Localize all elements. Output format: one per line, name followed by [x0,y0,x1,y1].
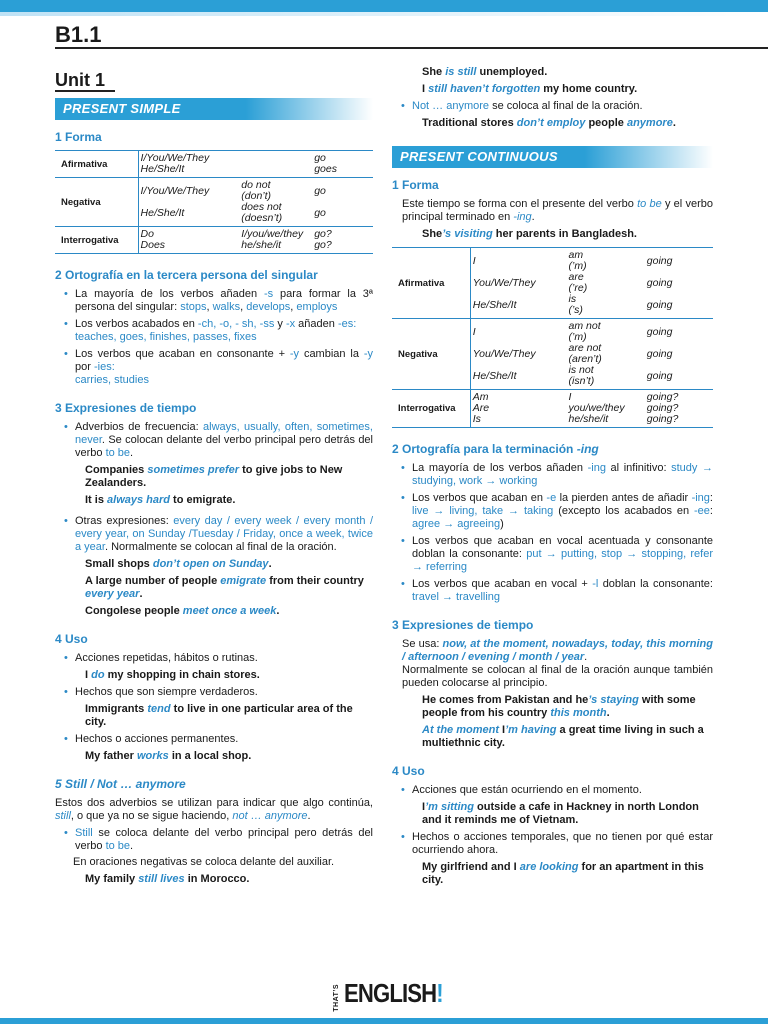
example-sentence: A large number of people emigrate from their country every year. [85,575,364,600]
paragraph: En oraciones negativas se coloca delante del auxiliar. [73,856,335,868]
table-cell: go go [314,184,326,219]
list-item: • Acciones repetidas, hábitos o rutinas. [75,652,373,665]
present-continuous-table [392,247,713,428]
still-heading: 5 Still / Not … anymore [55,777,186,791]
table-cell: I/You/We/They He/She/It [140,152,210,175]
list-item: • Hechos o acciones temporales, que no tienen por qué estar ocurriendo ahora. [412,831,713,857]
table-cell: Am Are Is [472,391,490,425]
table-cell: I/You/We/They He/She/It [140,184,210,219]
thats-english-logo: THAT’S ENGLISH! [333,978,443,1012]
table-cell [239,151,312,178]
example-sentence: I do my shopping in chain stores. [85,669,260,681]
expresiones-heading: 3 Expresiones de tiempo [55,401,197,415]
list-item: • Los verbos que acaban en vocal + -l doblan la consonante: travel → travelling [412,578,713,604]
table-cell: go? go? [314,228,332,251]
example-sentence: It is always hard to emigrate. [85,494,236,506]
table-cell: going going going [646,254,673,311]
present-simple-banner: PRESENT SIMPLE [55,98,373,120]
table-row [392,319,713,390]
list-item: • Los verbos que acaban en vocal acentuada y consonante doblan la consonante: put → putting, stop → stopping, refer → referring [412,535,713,574]
uso-heading: 4 Uso [55,632,88,646]
table-cell: going going going [646,325,673,382]
bottom-accent-bar [0,1018,768,1024]
list-item: • Adverbios de frecuencia: always, usually, often, sometimes, never. Se colocan delante del verbo principal pero detrás del verbo to be. [75,421,373,460]
paragraph: Este tiempo se forma con el presente del verbo to be y el verbo principal terminado en -ing. [402,198,713,223]
example-sentence: My father works in a local shop. [85,750,252,762]
example-sentence: At the moment I’m having a great time living in such a multiethnic city. [422,724,704,749]
example-sentence: My family still lives in Morocco. [85,873,250,885]
example-sentence: Traditional stores don’t employ people anymore. [422,117,676,129]
left-column [55,62,373,888]
example-sentence: Immigrants tend to live in one particular area of the city. [85,703,353,728]
example-sentence: Companies sometimes prefer to give jobs to New Zealanders. [85,464,343,489]
example-sentence: I still haven’t forgotten my home country. [422,83,638,95]
paragraph: Se usa: now, at the moment, nowadays, today, this morning / afternoon / evening / month / year. [402,638,713,663]
paragraph: Normalmente se colocan al final de la oración aunque también pueden colocarse al principio. [402,664,713,689]
example-sentence: I’m sitting outside a cafe in Hackney in north London and it reminds me of Vietnam. [422,801,699,826]
row-label: Negativa [392,319,470,390]
forma-heading: 1 Forma [392,178,439,192]
table-cell: I You/We/They He/She/It [472,325,536,382]
list-item: • Still se coloca delante del verbo principal pero detrás del verbo to be. [75,827,373,853]
row-label: Interrogativa [55,227,138,254]
ortografia-ing-heading: 2 Ortografía para la terminación -ing [392,442,599,456]
table-cell: do not (don’t) does not (doesn’t) [241,179,283,224]
uso-heading: 4 Uso [392,764,425,778]
table-cell: am not (’m) are not (aren’t) is not (isn’t) [568,320,602,387]
table-cell: I You/We/They He/She/It [472,254,536,311]
list-item: • Los verbos que acaban en -e la pierden antes de añadir -ing: live → living, take → taking (excepto los acabados en -ee: agree → agreeing) [412,492,713,531]
top-accent-bar [0,0,768,12]
unit-title: Unit 1 [55,70,115,92]
table-cell: going? going? going? [646,391,679,425]
row-label: Afirmativa [392,248,470,319]
right-column [392,66,713,889]
example-sentence: Small shops don’t open on Sunday. [85,558,272,570]
table-row [392,248,713,319]
list-item: • Acciones que están ocurriendo en el momento. [412,784,713,797]
example-sentence: My girlfriend and I are looking for an apartment in this city. [422,861,704,886]
row-label: Negativa [55,178,138,227]
level-label: B1.1 [55,22,102,47]
example-sentence: Congolese people meet once a week. [85,605,280,617]
header-rule [55,47,768,49]
forma-heading: 1 Forma [55,130,102,144]
row-label: Afirmativa [55,151,138,178]
list-item: • Otras expresiones: every day / every week / every month / every year, on Sunday /Tuesday / Friday, once a week, twice a year. Normalmente se colocan al final de la oración. [75,515,373,554]
expresiones-heading: 3 Expresiones de tiempo [392,618,534,632]
table-row [55,178,373,227]
list-item: • La mayoría de los verbos añaden -ing al infinitivo: study → studying, work → working [412,462,713,488]
list-item: • Hechos o acciones permanentes. [75,733,373,746]
list-item: • Not … anymore se coloca al final de la oración. [412,100,713,113]
table-row [55,227,373,254]
table-row [55,151,373,178]
list-item: • Los verbos acabados en -ch, -o, - sh, -ss y -x añaden -es: teaches, goes, finishes, passes, fixes [75,318,373,344]
table-cell: I you/we/they he/she/it [568,391,625,425]
ortografia-heading: 2 Ortografía en la tercera persona del singular [55,268,318,282]
row-label: Interrogativa [392,390,470,428]
paragraph: Estos dos adverbios se utilizan para indicar que algo continúa, still, o que ya no se sigue haciendo, not … anymore. [55,797,373,822]
present-simple-table [55,150,373,254]
table-cell: am (’m) are (’re) is (’s) [568,249,588,316]
example-sentence: She is still unemployed. [422,66,548,78]
example-sentence: She’s visiting her parents in Bangladesh. [422,228,637,240]
table-cell: go goes [314,152,337,175]
list-item: • La mayoría de los verbos añaden -s para formar la 3ª persona del singular: stops, walks, develops, employs [75,288,373,314]
example-sentence: He comes from Pakistan and he’s staying with some people from his country this month. [422,694,696,719]
table-row [392,390,713,428]
table-cell: Do Does [140,228,166,251]
list-item: • Los verbos que acaban en consonante + -y cambian la -y por -ies: carries, studies [75,348,373,387]
list-item: • Hechos que son siempre verdaderos. [75,686,373,699]
table-cell: I/you/we/they he/she/it [241,228,304,251]
present-continuous-banner: PRESENT CONTINUOUS [392,146,713,168]
